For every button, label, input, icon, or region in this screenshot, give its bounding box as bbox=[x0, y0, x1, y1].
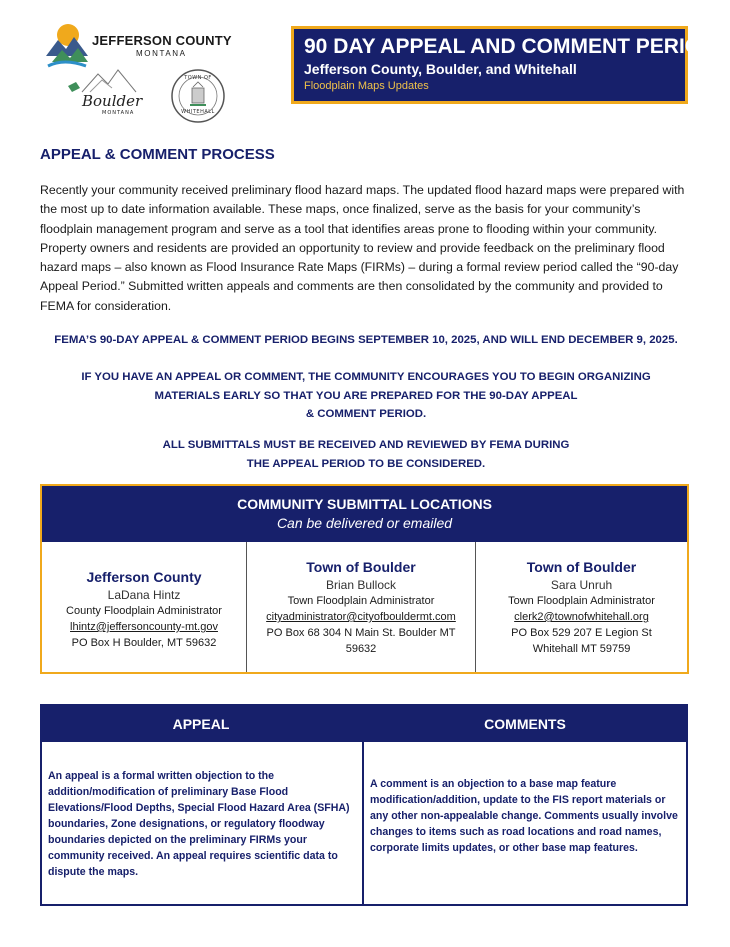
comments-cell bbox=[362, 742, 688, 906]
location-address-line2: 59632 bbox=[345, 643, 377, 655]
notice-encourage-line1: IF YOU HAVE AN APPEAL OR COMMENT, THE COMMUNITY ENCOURAGES YOU TO BEGIN ORGANIZING bbox=[81, 371, 651, 383]
location-role: Town Floodplain Administrator bbox=[287, 595, 435, 607]
location-address: PO Box 529 207 E Legion St bbox=[511, 627, 652, 639]
boulder-montana-text: MONTANA bbox=[102, 110, 135, 116]
whitehall-seal bbox=[170, 68, 226, 124]
notice-submittals-line2: THE APPEAL PERIOD TO BE CONSIDERED. bbox=[246, 457, 486, 470]
jefferson-county-logo bbox=[44, 22, 244, 72]
page-tagline: Floodplain Maps Updates bbox=[304, 80, 429, 92]
location-contact: Brian Bullock bbox=[325, 578, 397, 592]
location-address-line2: Whitehall MT 59759 bbox=[532, 643, 631, 655]
location-address: PO Box H Boulder, MT 59632 bbox=[71, 637, 217, 649]
jefferson-county-wordmark: JEFFERSON COUNTY bbox=[92, 33, 232, 48]
appeal-comments-table bbox=[40, 704, 688, 906]
section-heading: APPEAL & COMMENT PROCESS bbox=[40, 146, 275, 163]
notice-encourage-line2: MATERIALS EARLY SO THAT YOU ARE PREPARED FOR THE 90-DAY APPEAL bbox=[154, 389, 578, 402]
mountain-logo-icon bbox=[44, 22, 90, 72]
appeal-comments-header bbox=[40, 704, 688, 744]
appeal-heading: APPEAL bbox=[172, 716, 230, 732]
appeal-cell bbox=[40, 742, 364, 906]
comments-text: A comment is an objection to a base map feature modification/addition, update to the FIS report materials or any other non-appealable change. Comments usually involve changes to items such as road locations and road names, corporate limits updates, or other base map features. bbox=[370, 778, 678, 854]
boulder-logo bbox=[64, 66, 154, 122]
intro-paragraph: Recently your community received preliminary flood hazard maps. The updated flood hazard maps were prepared with the most up to date information available. These maps, once finalized, serve as the basis for your community’s floodplain management program and serve as a tool that identifies areas prone to flooding within your community. Property owners and residents are provided an opportunity to review and provide feedback on the preliminary flood hazard maps – also known as Flood Insurance Rate Maps (FIRMs) – during a formal review period called the “90-day Appeal Period.” Submitted written appeals and comments are then consolidated by the community and provided to FEMA for consideration. bbox=[40, 183, 685, 313]
location-name: Town of Boulder bbox=[526, 559, 637, 575]
notice-encourage-line3: & COMMENT PERIOD. bbox=[305, 408, 427, 420]
submittal-header bbox=[42, 486, 687, 542]
submittal-locations-table bbox=[40, 484, 689, 674]
page-title: 90 DAY APPEAL AND COMMENT PERIOD bbox=[304, 35, 717, 58]
notice-period: FEMA’S 90-DAY APPEAL & COMMENT PERIOD BEGINS SEPTEMBER 10, 2025, AND WILL END DECEMBER 9, 2025. bbox=[54, 334, 678, 346]
title-banner bbox=[291, 26, 717, 104]
notice-submittals bbox=[40, 436, 692, 473]
location-role: Town Floodplain Administrator bbox=[508, 595, 655, 607]
page-subtitle: Jefferson County, Boulder, and Whitehall bbox=[304, 61, 577, 77]
notice-submittals-line1: ALL SUBMITTALS MUST BE RECEIVED AND REVIEWED BY FEMA DURING bbox=[162, 439, 570, 451]
montana-wordmark: MONTANA bbox=[136, 49, 187, 58]
location-email-link[interactable]: lhintz@jeffersoncounty-mt.gov bbox=[70, 621, 218, 633]
location-jefferson-county bbox=[42, 542, 247, 672]
boulder-script-text: Boulder bbox=[82, 92, 143, 110]
location-email-link[interactable]: cityadministrator@cityofbouldermt.com bbox=[266, 611, 456, 623]
location-town-of-whitehall bbox=[476, 542, 687, 672]
location-email-link[interactable]: clerk2@townofwhitehall.org bbox=[514, 611, 649, 623]
comments-heading: COMMENTS bbox=[484, 716, 566, 732]
submittal-subtitle: Can be delivered or emailed bbox=[276, 515, 453, 531]
location-address: PO Box 68 304 N Main St. Boulder MT bbox=[266, 627, 456, 639]
location-contact: Sara Unruh bbox=[550, 578, 613, 592]
notice-encourage bbox=[40, 368, 692, 424]
location-role: County Floodplain Administrator bbox=[66, 605, 222, 617]
appeal-text: An appeal is a formal written objection to the addition/modification of preliminary Base Flood Elevations/Flood Depths, Special Flood Hazard Area (SFHA) boundaries, Zone designations, or regulatory floodway boundaries depicted on the preliminary FIRMs your community received. An appeal requires scientific data to dispute the maps. bbox=[48, 770, 350, 878]
whitehall-seal-top: TOWN OF bbox=[184, 75, 212, 81]
location-town-of-boulder bbox=[247, 542, 476, 672]
location-name: Town of Boulder bbox=[306, 559, 416, 575]
submittal-title: COMMUNITY SUBMITTAL LOCATIONS bbox=[237, 496, 492, 512]
whitehall-seal-bottom: WHITEHALL bbox=[181, 109, 215, 115]
location-name: Jefferson County bbox=[86, 569, 202, 585]
location-contact: LaDana Hintz bbox=[107, 588, 181, 602]
